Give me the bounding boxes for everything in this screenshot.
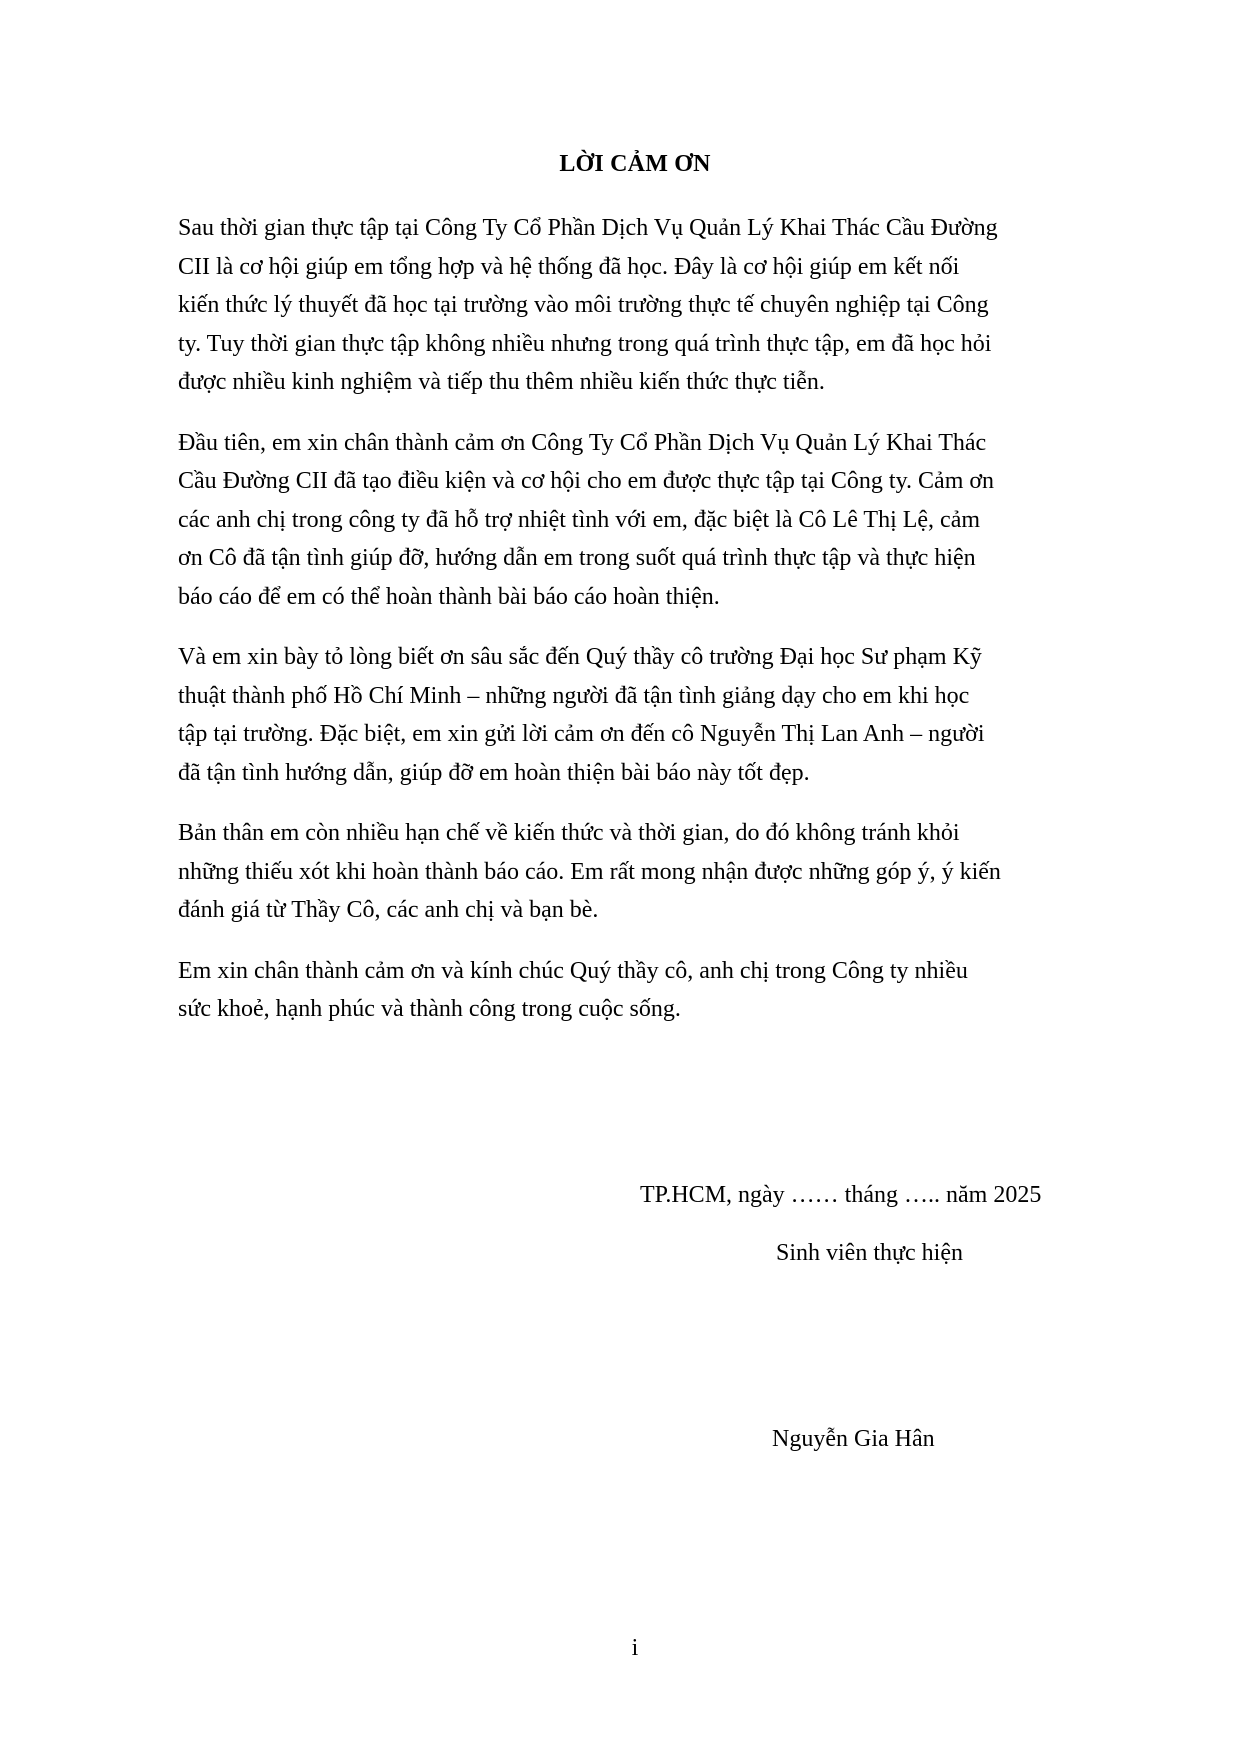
signature-role: Sinh viên thực hiện — [776, 1240, 963, 1266]
paragraph-line: sức khoẻ, hạnh phúc và thành công trong cuộc sống. — [178, 996, 681, 1022]
paragraph-line: đánh giá từ Thầy Cô, các anh chị và bạn bè. — [178, 897, 599, 923]
paragraph-4 — [178, 814, 1098, 930]
paragraph-3 — [178, 638, 1098, 792]
signature-name: Nguyễn Gia Hân — [772, 1426, 935, 1452]
page-number: i — [631, 1635, 639, 1661]
paragraph-line: kiến thức lý thuyết đã học tại trường vào môi trường thực tế chuyên nghiệp tại Công — [178, 292, 989, 318]
paragraph-line: tập tại trường. Đặc biệt, em xin gửi lời cảm ơn đến cô Nguyễn Thị Lan Anh – người — [178, 721, 985, 747]
paragraph-line: Đầu tiên, em xin chân thành cảm ơn Công Ty Cổ Phần Dịch Vụ Quản Lý Khai Thác — [178, 429, 987, 456]
paragraph-line: Và em xin bày tỏ lòng biết ơn sâu sắc đến Quý thầy cô trường Đại học Sư phạm Kỹ — [178, 644, 982, 670]
paragraph-line: ơn Cô đã tận tình giúp đỡ, hướng dẫn em trong suốt quá trình thực tập và thực hiện — [178, 545, 976, 571]
paragraph-line: được nhiều kinh nghiệm và tiếp thu thêm nhiều kiến thức thực tiễn. — [178, 369, 825, 395]
page-title: LỜI CẢM ƠN — [559, 151, 711, 177]
paragraph-line: CII là cơ hội giúp em tổng hợp và hệ thống đã học. Đây là cơ hội giúp em kết nối — [178, 253, 960, 280]
paragraph-line: đã tận tình hướng dẫn, giúp đỡ em hoàn thiện bài báo này tốt đẹp. — [178, 759, 810, 786]
signature-date: TP.HCM, ngày …… tháng ….. năm 2025 — [640, 1182, 1042, 1208]
paragraph-line: Em xin chân thành cảm ơn và kính chúc Quý thầy cô, anh chị trong Công ty nhiều — [178, 957, 968, 984]
paragraph-5 — [178, 952, 1098, 1029]
paragraph-line: thuật thành phố Hồ Chí Minh – những người đã tận tình giảng dạy cho em khi học — [178, 682, 970, 709]
paragraph-line: Sau thời gian thực tập tại Công Ty Cổ Phần Dịch Vụ Quản Lý Khai Thác Cầu Đường — [178, 215, 998, 241]
paragraph-line: Bản thân em còn nhiều hạn chế về kiến thức và thời gian, do đó không tránh khỏi — [178, 820, 960, 846]
paragraph-line: báo cáo để em có thể hoàn thành bài báo cáo hoàn thiện. — [178, 583, 720, 610]
paragraph-line: ty. Tuy thời gian thực tập không nhiều nhưng trong quá trình thực tập, em đã học hỏi — [178, 330, 992, 357]
paragraph-2 — [178, 424, 1098, 617]
paragraph-1 — [178, 209, 1098, 402]
paragraph-line: Cầu Đường CII đã tạo điều kiện và cơ hội cho em được thực tập tại Công ty. Cảm ơn — [178, 468, 995, 494]
body-text — [178, 209, 1098, 1051]
paragraph-line: những thiếu xót khi hoàn thành báo cáo. Em rất mong nhận được những góp ý, ý kiến — [178, 858, 1001, 885]
paragraph-line: các anh chị trong công ty đã hỗ trợ nhiệt tình với em, đặc biệt là Cô Lê Thị Lệ, cảm — [178, 506, 981, 533]
